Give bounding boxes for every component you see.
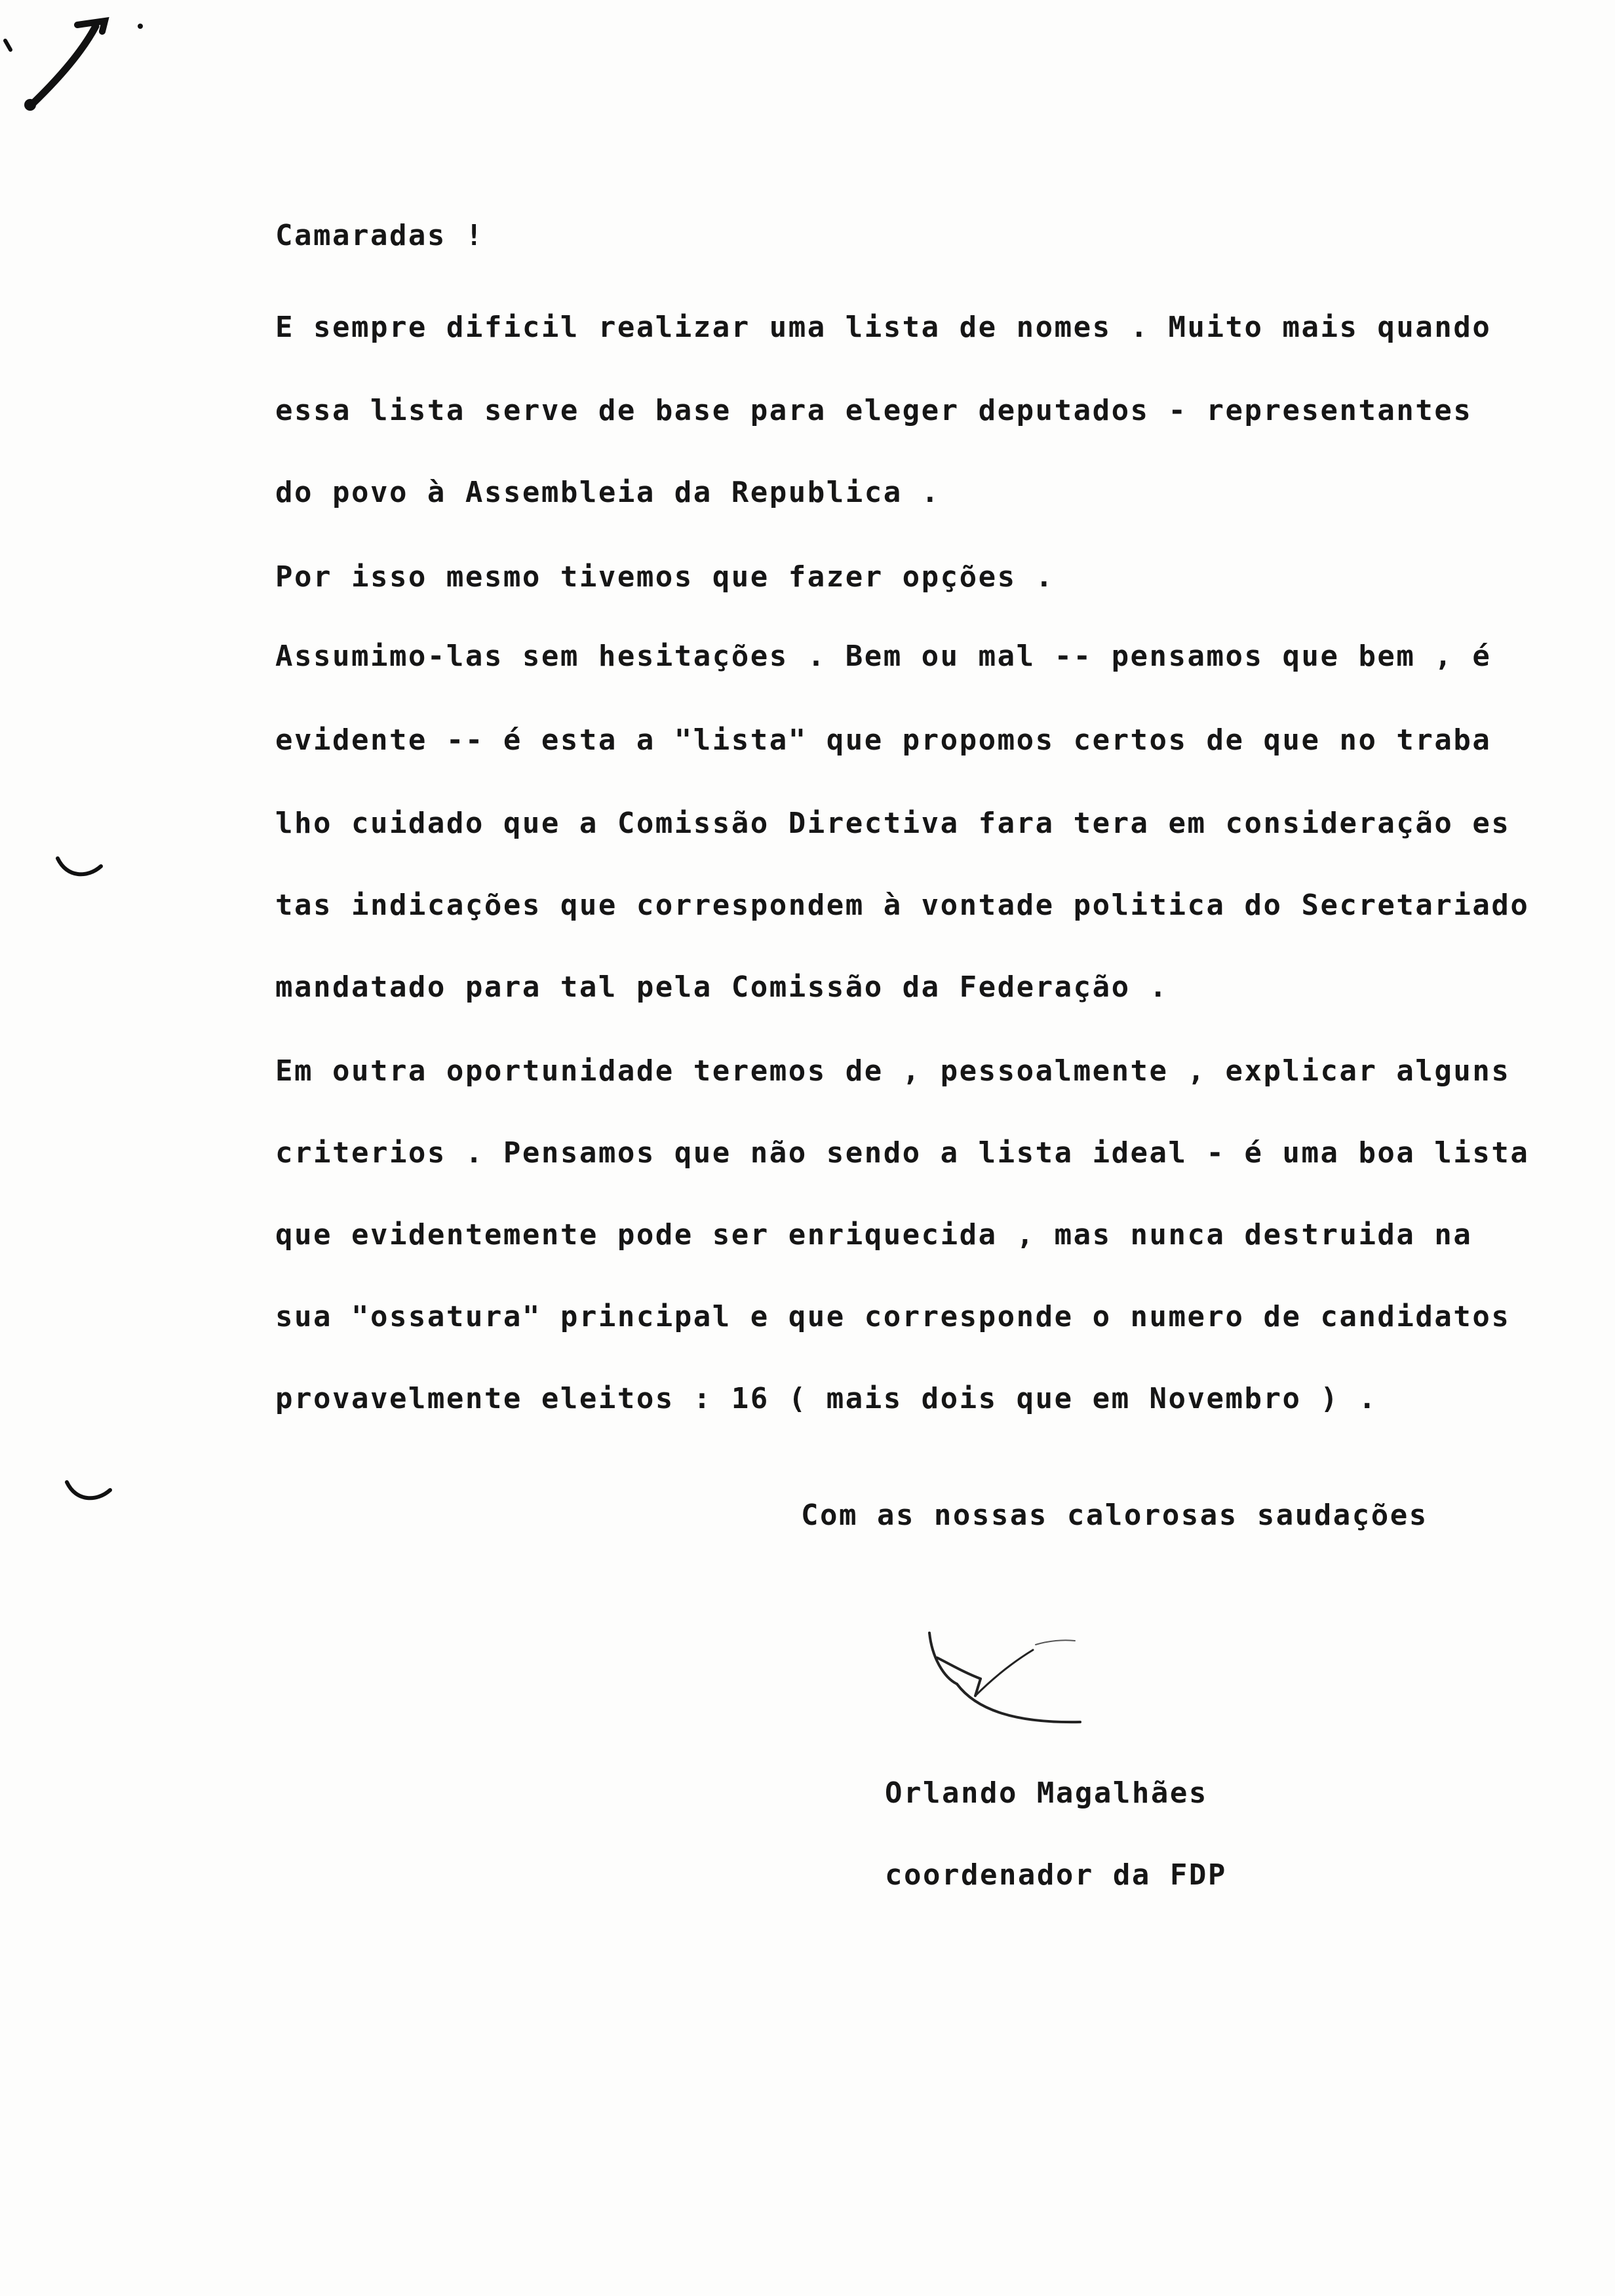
body-line: Em outra oportunidade teremos de , pessoalmente , explicar alguns	[275, 1054, 1511, 1088]
body-line: que evidentemente pode ser enriquecida , mas nunca destruida na	[275, 1218, 1473, 1252]
handwritten-corner-mark	[0, 0, 170, 131]
handwritten-signature	[918, 1618, 1101, 1750]
body-line: essa lista serve de base para eleger deputados - representantes	[275, 394, 1473, 427]
body-line: mandatado para tal pela Comissão da Federação .	[275, 970, 1169, 1004]
signer-name: Orlando Magalhães	[885, 1776, 1208, 1810]
closing-greeting: Com as nossas calorosas saudações	[801, 1499, 1428, 1532]
salutation: Camaradas !	[275, 219, 484, 252]
body-line: criterios . Pensamos que não sendo a lista ideal - é uma boa lista	[275, 1136, 1530, 1170]
body-line: E sempre dificil realizar uma lista de nomes . Muito mais quando	[275, 311, 1492, 344]
body-line: provavelmente eleitos : 16 ( mais dois que em Novembro ) .	[275, 1382, 1378, 1415]
signer-role: coordenador da FDP	[885, 1858, 1227, 1892]
body-line: do povo à Assembleia da Republica .	[275, 476, 941, 509]
body-line: Por isso mesmo tivemos que fazer opções .	[275, 560, 1055, 594]
body-line: tas indicações que correspondem à vontade politica do Secretariado	[275, 889, 1530, 922]
margin-hole-mark	[54, 852, 106, 885]
body-line: lho cuidado que a Comissão Directiva fara tera em consideração es	[275, 807, 1511, 840]
body-line: Assumimo-las sem hesitações . Bem ou mal -- pensamos que bem , é	[275, 640, 1492, 673]
body-line: evidente -- é esta a "lista" que propomos certos de que no traba	[275, 723, 1492, 757]
margin-hole-mark	[63, 1476, 115, 1508]
body-line: sua "ossatura" principal e que corresponde o numero de candidatos	[275, 1300, 1511, 1333]
